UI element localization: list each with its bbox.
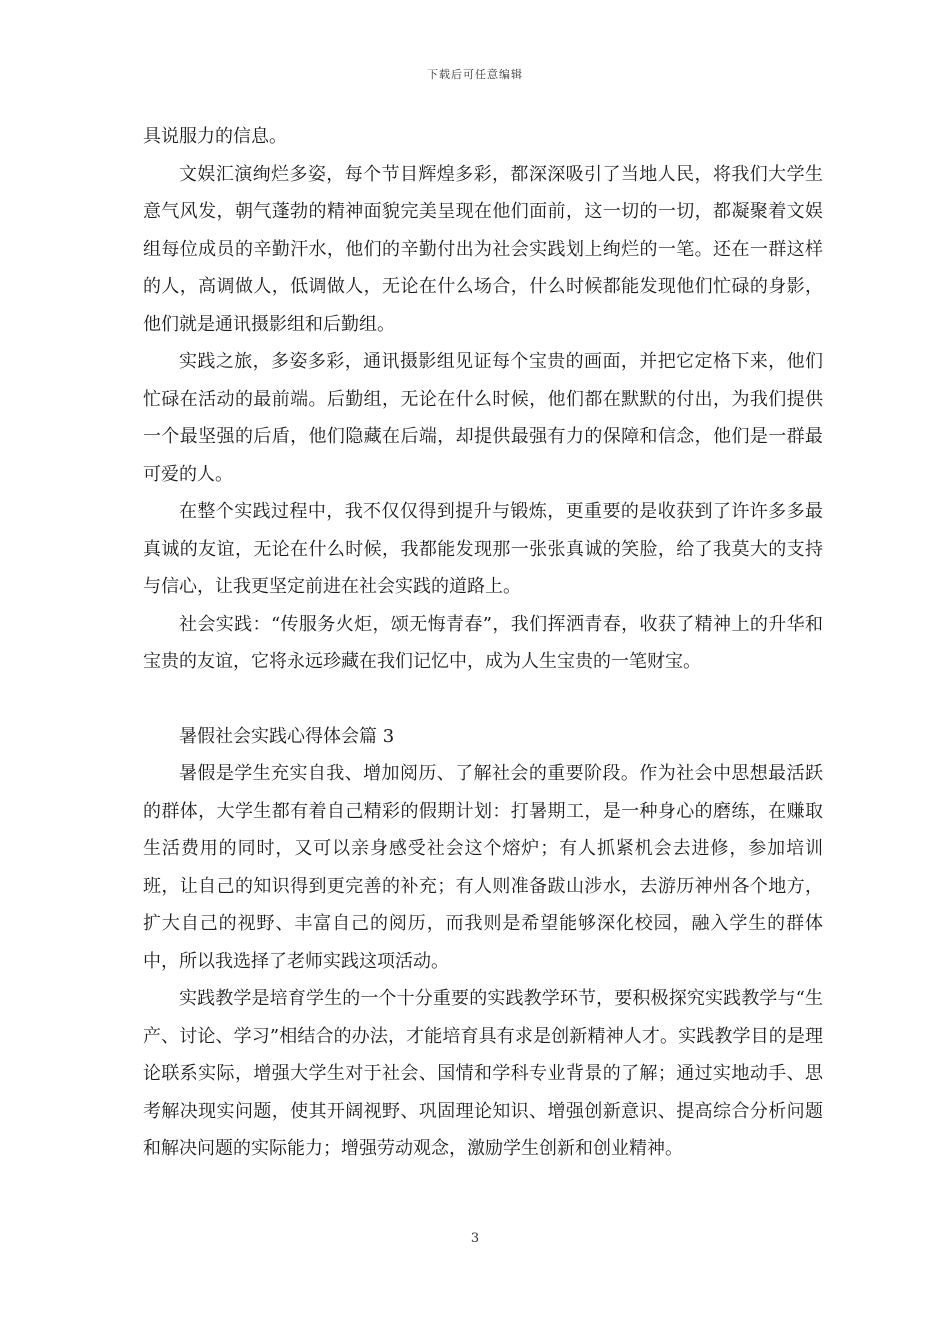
page-header: 下载后可任意编辑 (427, 68, 523, 81)
paragraph: 暑假是学生充实自我、增加阅历、了解社会的重要阶段。作为社会中思想最活跃的群体，大学生都有着自己精彩的假期计划：打暑期工，是一种身心的磨练，在赚取生活费用的同时，又可以亲身感受社会这个熔炉；有人抓紧机会去进修，参加培训班，让自己的知识得到更完善的补充；有人则准备跋山涉水，去游历神州各个地方，扩大自己的视野、丰富自己的阅历，而我则是希望能够深化校园，融入学生的群体中，所以我选择了老师实践这项活动。 (143, 763, 823, 972)
document-body (143, 118, 823, 1168)
paragraph: 实践之旅，多姿多彩，通讯摄影组见证每个宝贵的画面，并把它定格下来，他们忙碌在活动的最前端。后勤组，无论在什么时候，他们都在默默的付出，为我们提供一个最坚强的后盾，他们隐藏在后端，却提供最强有力的保障和信念，他们是一群最可爱的人。 (143, 351, 823, 485)
paragraph: 实践教学是培育学生的一个十分重要的实践教学环节，要积极探究实践教学与“生产、讨论、学习”相结合的办法，才能培育具有求是创新精神人才。实践教学目的是理论联系实际，增强大学生对于社会、国情和学科专业背景的了解；通过实地动手、思考解决现实问题，使其开阔视野、巩固理论知识、增强创新意识、提高综合分析问题和解决问题的实际能力；增强劳动观念，激励学生创新和创业精神。 (143, 988, 823, 1159)
section-title: 暑假社会实践心得体会篇 3 (179, 725, 395, 747)
paragraph-continuation: 具说服力的信息。 (143, 126, 287, 147)
page-number: 3 (470, 1231, 480, 1246)
paragraph: 文娱汇演绚烂多姿，每个节目辉煌多彩，都深深吸引了当地人民，将我们大学生意气风发，朝气蓬勃的精神面貌完美呈现在他们面前，这一切的一切，都凝聚着文娱组每位成员的辛勤汗水，他们的辛勤付出为社会实践划上绚烂的一笔。还在一群这样的人，高调做人，低调做人，无论在什么场合，什么时候都能发现他们忙碌的身影，他们就是通讯摄影组和后勤组。 (143, 163, 823, 335)
paragraph: 在整个实践过程中，我不仅仅得到提升与锻炼，更重要的是收获到了许许多多最真诚的友谊，无论在什么时候，我都能发现那一张张真诚的笑脸，给了我莫大的支持与信心，让我更坚定前进在社会实践的道路上。 (143, 501, 823, 597)
paragraph: 社会实践：“传服务火炬，颂无悔青春”，我们挥洒青春，收获了精神上的升华和宝贵的友谊，它将永远珍藏在我们记忆中，成为人生宝贵的一笔财宝。 (143, 613, 823, 672)
